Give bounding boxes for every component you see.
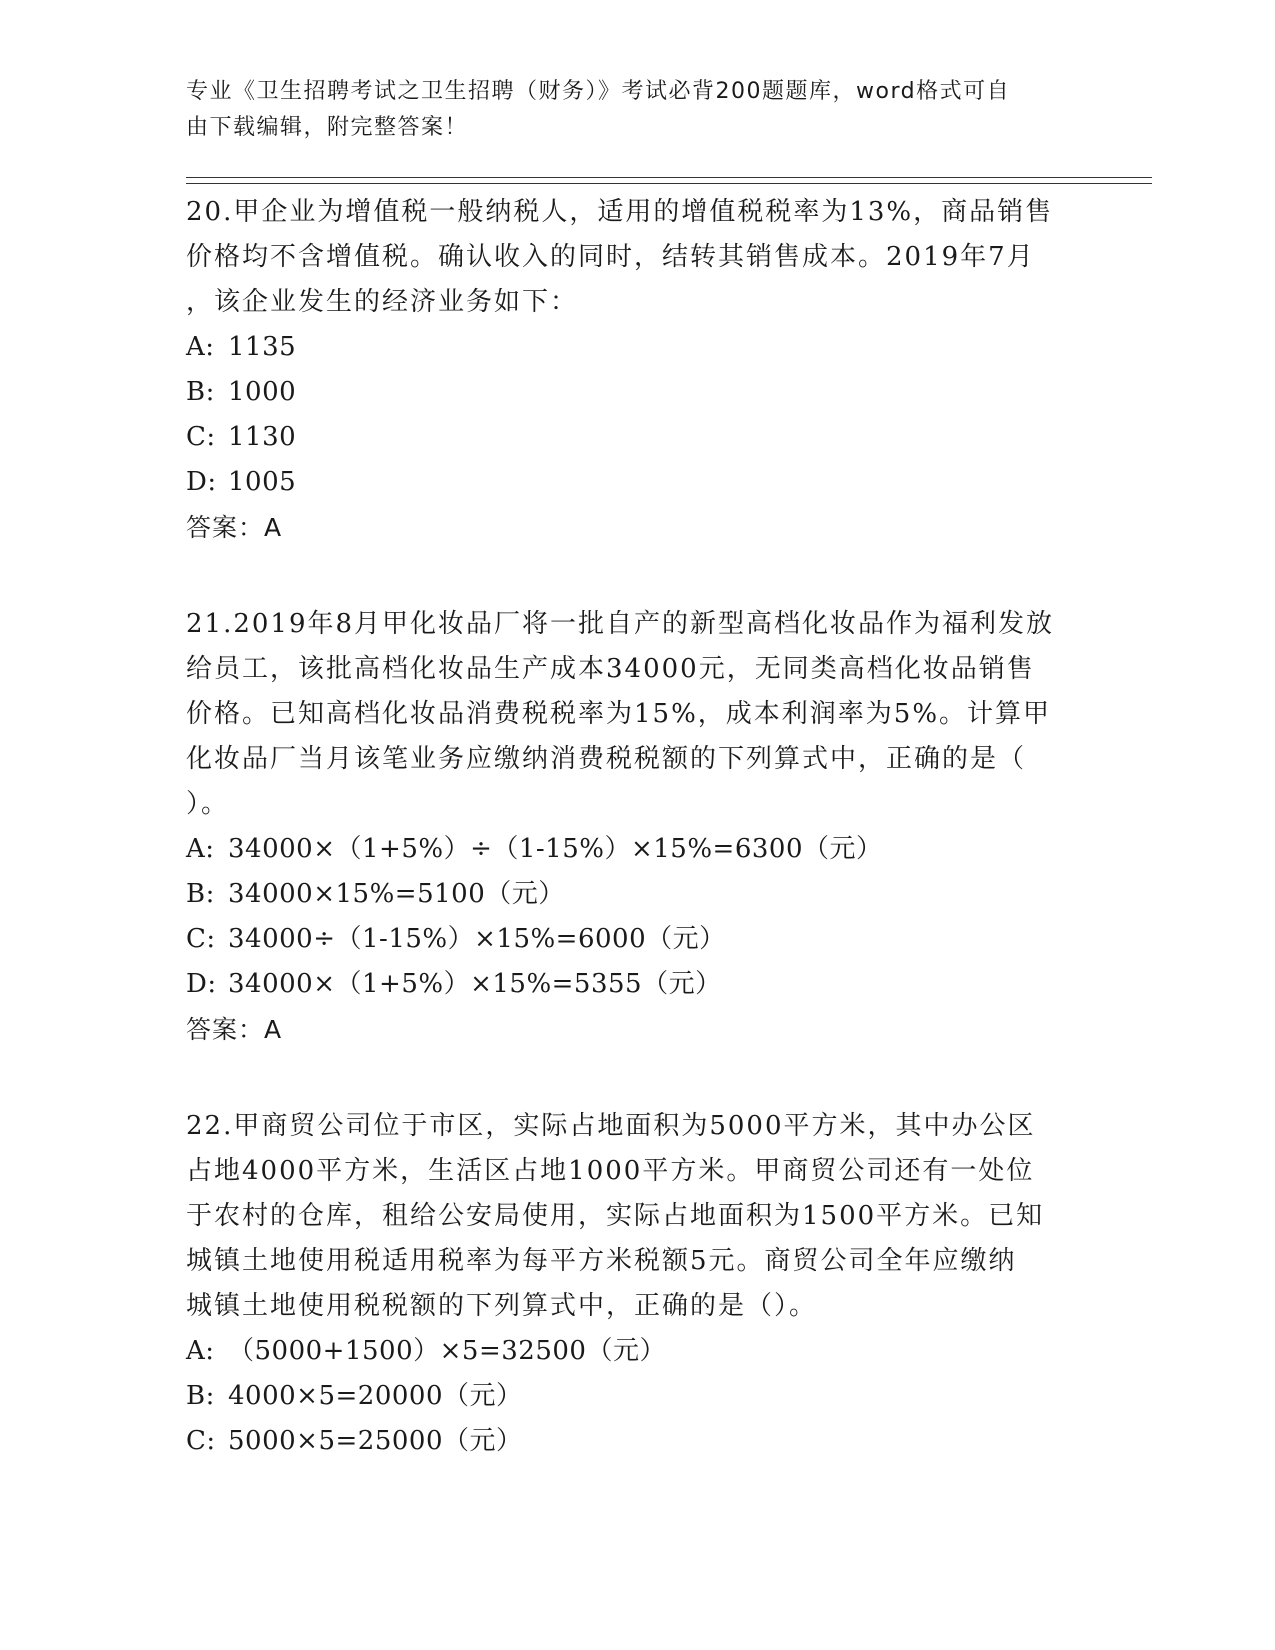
question-line: 给员工，该批高档化妆品生产成本34000元，无同类高档化妆品销售 xyxy=(186,654,1035,684)
option-text: 34000×15%=5100（元） xyxy=(228,879,565,909)
option-c xyxy=(186,415,1086,460)
option-letter: B: xyxy=(186,879,215,909)
question-line: 化妆品厂当月该笔业务应缴纳消费税税额的下列算式中，正确的是（ xyxy=(186,744,1027,774)
option-text: 5000×5=25000（元） xyxy=(228,1426,523,1456)
answer-line: 答案：A xyxy=(186,513,283,542)
option-text: 34000÷（1-15%）×15%=6000（元） xyxy=(228,924,726,954)
question-text xyxy=(186,1104,1086,1329)
question-line: 21.2019年8月甲化妆品厂将一批自产的新型高档化妆品作为福利发放 xyxy=(186,609,1055,639)
option-text: 1135 xyxy=(228,332,297,362)
option-text: 34000×（1+5%）÷（1-15%）×15%=6300（元） xyxy=(228,834,883,864)
question-line: 22.甲商贸公司位于市区，实际占地面积为5000平方米，其中办公区 xyxy=(186,1111,1036,1141)
question-line: 城镇土地使用税适用税率为每平方米税额5元。商贸公司全年应缴纳 xyxy=(186,1246,1017,1276)
question-line: ）。 xyxy=(186,789,230,819)
question-spacer xyxy=(186,1052,1086,1104)
option-text: 1000 xyxy=(228,377,297,407)
question-line: 城镇土地使用税税额的下列算式中，正确的是（）。 xyxy=(186,1291,818,1321)
option-letter: D: xyxy=(186,969,217,999)
question-21 xyxy=(186,602,1086,1052)
question-line: ，该企业发生的经济业务如下： xyxy=(186,287,579,317)
option-letter: B: xyxy=(186,1381,215,1411)
option-letter: C: xyxy=(186,924,216,954)
option-a xyxy=(186,1329,1086,1374)
document-header xyxy=(186,74,1066,146)
question-line: 20.甲企业为增值税一般纳税人，适用的增值税税率为13%，商品销售 xyxy=(186,197,1054,227)
question-line: 价格均不含增值税。确认收入的同时，结转其销售成本。2019年7月 xyxy=(186,242,1035,272)
header-divider-top xyxy=(186,177,1152,178)
header-divider-bottom xyxy=(186,183,1152,184)
option-d xyxy=(186,460,1086,505)
option-b xyxy=(186,872,1086,917)
header-line-2: 由下载编辑，附完整答案！ xyxy=(186,115,469,140)
option-letter: C: xyxy=(186,422,216,452)
question-22 xyxy=(186,1104,1086,1464)
option-a xyxy=(186,827,1086,872)
option-letter: C: xyxy=(186,1426,216,1456)
option-letter: A: xyxy=(186,332,215,362)
question-20 xyxy=(186,190,1086,550)
option-letter: D: xyxy=(186,467,217,497)
question-list xyxy=(186,190,1086,1464)
question-line: 价格。已知高档化妆品消费税税率为15%，成本利润率为5%。计算甲 xyxy=(186,699,1052,729)
answer-line: 答案：A xyxy=(186,1015,283,1044)
option-text: 34000×（1+5%）×15%=5355（元） xyxy=(228,969,722,999)
option-text: 1005 xyxy=(228,467,297,497)
option-text: 4000×5=20000（元） xyxy=(228,1381,523,1411)
option-text: （5000+1500）×5=32500（元） xyxy=(228,1336,666,1366)
option-c xyxy=(186,917,1086,962)
option-letter: B: xyxy=(186,377,215,407)
header-line-1: 专业《卫生招聘考试之卫生招聘（财务）》考试必背200题题库，word格式可自 xyxy=(186,79,1011,104)
question-line: 占地4000平方米，生活区占地1000平方米。甲商贸公司还有一处位 xyxy=(186,1156,1035,1186)
question-spacer xyxy=(186,550,1086,602)
option-a xyxy=(186,325,1086,370)
option-c xyxy=(186,1419,1086,1464)
question-line: 于农村的仓库，租给公安局使用，实际占地面积为1500平方米。已知 xyxy=(186,1201,1045,1231)
option-letter: A: xyxy=(186,1336,215,1366)
question-text xyxy=(186,602,1086,827)
option-text: 1130 xyxy=(228,422,297,452)
option-letter: A: xyxy=(186,834,215,864)
question-text xyxy=(186,190,1086,325)
option-b xyxy=(186,370,1086,415)
option-b xyxy=(186,1374,1086,1419)
option-d xyxy=(186,962,1086,1007)
